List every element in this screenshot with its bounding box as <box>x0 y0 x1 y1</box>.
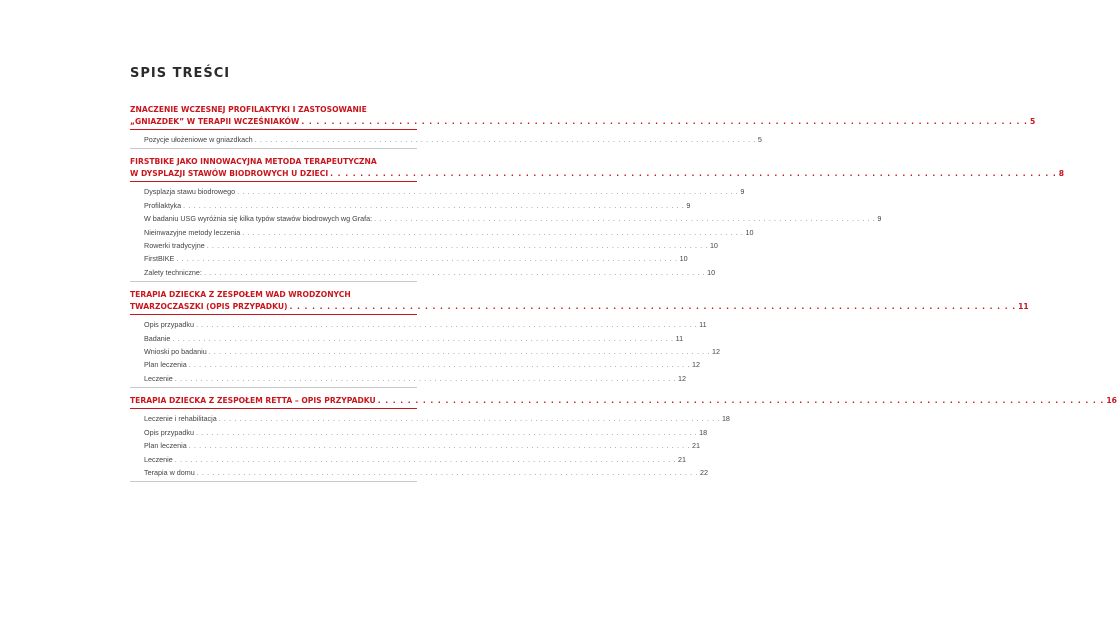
section-heading-text: „GNIAZDEK” W TERAPII WCZEŚNIAKÓW <box>130 117 300 126</box>
section-heading-text: ZNACZENIE WCZESNEJ PROFILAKTYKI I ZASTOSOWANIE <box>130 105 367 114</box>
dot-leader: . . . . . . . . . . . . . . . . . . . . . . . . . . . . . . . . . . . . . . . . . . . . . . . . . . . . . . . . . . . . . . . . . . . . . . . . . . . . . . . . . . . . . . . . . . . . . . . . . <box>188 441 690 451</box>
toc-entry[interactable] <box>130 226 754 239</box>
page-title: SPIS TREŚCI <box>130 66 231 81</box>
toc-entry-page-number: 10 <box>745 227 754 237</box>
toc-section <box>130 289 1029 388</box>
toc-entry[interactable] <box>130 372 686 385</box>
toc-entry-label: W badaniu USG wyróżnia się kilka typów stawów biodrowych wg Grafa: <box>144 214 373 224</box>
dot-leader: . . . . . . . . . . . . . . . . . . . . . . . . . . . . . . . . . . . . . . . . . . . . . . . . . . . . . . . . . . . . . . . . . . . . . . . . . . . . . . . . . . . . . . . . . . . . . . . . . <box>206 241 708 251</box>
section-page-number: 16 <box>1106 396 1117 406</box>
toc-entry-page-number: 10 <box>679 254 688 264</box>
toc-section <box>130 156 1065 282</box>
dot-leader: . . . . . . . . . . . . . . . . . . . . . . . . . . . . . . . . . . . . . . . . . . . . . . . . . . . . . . . . . . . . . . . . . . . . . . . . . . . . . . . . . . . . . . . . . . . . . . . . . <box>183 200 685 210</box>
toc-entry[interactable] <box>130 453 686 466</box>
toc-entry-page-number: 18 <box>721 414 730 424</box>
section-heading-text: TERAPIA DZIECKA Z ZESPOŁEM RETTA – OPIS PRZYPADKU <box>130 396 376 406</box>
dot-leader: . . . . . . . . . . . . . . . . . . . . . . . . . . . . . . . . . . . . . . . . . . . . . . . . . . . . . . . . . . . . . . . . . . . . . . . . . . . . . . . . . . . . . . . . . . . . . . . . . <box>203 267 706 277</box>
toc-entry-page-number: 9 <box>686 200 691 210</box>
dot-leader: . . . . . . . . . . . . . . . . . . . . . . . . . . . . . . . . . . . . . . . . . . . . . . . . . . . . . . . . . . . . . . . . . . . . . . . . . . . . . . . . . . . . . . . . . . . . . . . . . <box>289 302 1017 312</box>
toc-entry-label: Zalety techniczne: <box>144 267 202 277</box>
toc-entry-label: Dysplazja stawu biodrowego <box>144 187 236 197</box>
toc-entry[interactable] <box>130 332 684 345</box>
toc-entry-label: Leczenie <box>144 454 173 464</box>
section-heading-text: W DYSPLAZJI STAWÓW BIODROWYCH U DZIECI <box>130 169 329 179</box>
toc-entry[interactable] <box>130 266 716 279</box>
toc-entry-page-number: 12 <box>678 373 686 383</box>
toc-entry-label: Opis przypadku <box>144 320 194 330</box>
toc-entry-label: Terapia w domu <box>144 467 195 477</box>
dot-leader: . . . . . . . . . . . . . . . . . . . . . . . . . . . . . . . . . . . . . . . . . . . . . . . . . . . . . . . . . . . . . . . . . . . . . . . . . . . . . . . . . . . . . . . . . . . . . . . . . <box>176 254 678 264</box>
section-page-number: 11 <box>1018 302 1029 312</box>
section-heading[interactable] <box>130 289 1029 315</box>
toc-entry-page-number: 12 <box>711 347 720 357</box>
toc-entry[interactable] <box>130 318 707 331</box>
toc-entry[interactable] <box>130 426 708 439</box>
toc-section <box>130 395 1117 482</box>
dot-leader: . . . . . . . . . . . . . . . . . . . . . . . . . . . . . . . . . . . . . . . . . . . . . . . . . . . . . . . . . . . . . . . . . . . . . . . . . . . . . . . . . . . . . . . . . . . . . . . . . <box>188 360 690 370</box>
dot-leader: . . . . . . . . . . . . . . . . . . . . . . . . . . . . . . . . . . . . . . . . . . . . . . . . . . . . . . . . . . . . . . . . . . . . . . . . . . . . . . . . . . . . . . . . . . . . . . . . . <box>242 227 744 237</box>
toc-entry[interactable] <box>130 133 762 146</box>
toc-entry-page-number: 10 <box>707 267 716 277</box>
toc-entry-label: Profilaktyka <box>144 200 182 210</box>
section-heading[interactable] <box>130 156 1065 182</box>
toc-entry-page-number: 9 <box>740 187 745 197</box>
toc-entry-label: FirstBIKE <box>144 254 175 264</box>
toc-entry-label: Plan leczenia <box>144 360 187 370</box>
toc-entry-label: Leczenie <box>144 373 173 383</box>
toc-section <box>130 104 1036 149</box>
section-heading[interactable] <box>130 104 1036 130</box>
dot-leader: . . . . . . . . . . . . . . . . . . . . . . . . . . . . . . . . . . . . . . . . . . . . . . . . . . . . . . . . . . . . . . . . . . . . . . . . . . . . . . . . . . . . . . . . . . . . . . . . . <box>174 454 676 464</box>
dot-leader: . . . . . . . . . . . . . . . . . . . . . . . . . . . . . . . . . . . . . . . . . . . . . . . . . . . . . . . . . . . . . . . . . . . . . . . . . . . . . . . . . . . . . . . . . . . . . . . . . <box>237 187 739 197</box>
toc-entry-page-number: 12 <box>691 360 700 370</box>
toc-entry[interactable] <box>130 199 691 212</box>
dot-leader: . . . . . . . . . . . . . . . . . . . . . . . . . . . . . . . . . . . . . . . . . . . . . . . . . . . . . . . . . . . . . . . . . . . . . . . . . . . . . . . . . . . . . . . . . . . . . . . . . <box>374 214 876 224</box>
dot-leader: . . . . . . . . . . . . . . . . . . . . . . . . . . . . . . . . . . . . . . . . . . . . . . . . . . . . . . . . . . . . . . . . . . . . . . . . . . . . . . . . . . . . . . . . . . . . . . . . . <box>208 347 710 357</box>
dot-leader: . . . . . . . . . . . . . . . . . . . . . . . . . . . . . . . . . . . . . . . . . . . . . . . . . . . . . . . . . . . . . . . . . . . . . . . . . . . . . . . . . . . . . . . . . . . . . . . . . <box>301 117 1028 126</box>
dot-leader: . . . . . . . . . . . . . . . . . . . . . . . . . . . . . . . . . . . . . . . . . . . . . . . . . . . . . . . . . . . . . . . . . . . . . . . . . . . . . . . . . . . . . . . . . . . . . . . . . <box>330 169 1057 179</box>
toc-entry-page-number: 21 <box>678 454 686 464</box>
section-heading-text: FIRSTBIKE JAKO INNOWACYJNA METODA TERAPEUTYCZNA <box>130 157 377 167</box>
dot-leader: . . . . . . . . . . . . . . . . . . . . . . . . . . . . . . . . . . . . . . . . . . . . . . . . . . . . . . . . . . . . . . . . . . . . . . . . . . . . . . . . . . . . . . . . . . . . . . . . . <box>218 414 720 424</box>
section-page-number: 8 <box>1058 169 1065 179</box>
toc-entry-page-number: 9 <box>877 214 882 224</box>
toc-entry-page-number: 22 <box>699 467 708 477</box>
toc-entry-label: Badanie <box>144 333 171 343</box>
toc-entry[interactable] <box>130 466 708 479</box>
toc-entry-label: Opis przypadku <box>144 427 194 437</box>
toc-entry-page-number: 10 <box>709 241 718 251</box>
toc-entry[interactable] <box>130 358 700 371</box>
toc-entry-page-number: 11 <box>699 320 707 330</box>
dot-leader: . . . . . . . . . . . . . . . . . . . . . . . . . . . . . . . . . . . . . . . . . . . . . . . . . . . . . . . . . . . . . . . . . . . . . . . . . . . . . . . . . . . . . . . . . . . . . . . . . <box>195 320 698 330</box>
dot-leader: . . . . . . . . . . . . . . . . . . . . . . . . . . . . . . . . . . . . . . . . . . . . . . . . . . . . . . . . . . . . . . . . . . . . . . . . . . . . . . . . . . . . . . . . . . . . . . . . . <box>172 333 674 343</box>
dot-leader: . . . . . . . . . . . . . . . . . . . . . . . . . . . . . . . . . . . . . . . . . . . . . . . . . . . . . . . . . . . . . . . . . . . . . . . . . . . . . . . . . . . . . . . . . . . . . . . . . <box>196 467 698 477</box>
toc-entry[interactable] <box>130 252 688 265</box>
toc-entry-page-number: 11 <box>675 333 684 343</box>
table-of-contents <box>130 104 1117 489</box>
toc-entry-label: Wnioski po badaniu <box>144 347 207 357</box>
dot-leader: . . . . . . . . . . . . . . . . . . . . . . . . . . . . . . . . . . . . . . . . . . . . . . . . . . . . . . . . . . . . . . . . . . . . . . . . . . . . . . . . . . . . . . . . . . . . . . . . . <box>195 427 698 437</box>
toc-entry-label: Nieinwazyjne metody leczenia <box>144 227 241 237</box>
toc-entry[interactable] <box>130 212 882 225</box>
toc-entry-page-number: 18 <box>699 427 708 437</box>
dot-leader: . . . . . . . . . . . . . . . . . . . . . . . . . . . . . . . . . . . . . . . . . . . . . . . . . . . . . . . . . . . . . . . . . . . . . . . . . . . . . . . . . . . . . . . . . . . . . . . . . <box>174 373 676 383</box>
section-page-number: 5 <box>1029 117 1036 126</box>
dot-leader: . . . . . . . . . . . . . . . . . . . . . . . . . . . . . . . . . . . . . . . . . . . . . . . . . . . . . . . . . . . . . . . . . . . . . . . . . . . . . . . . . . . . . . . . . . . . . . . . . <box>377 396 1105 406</box>
section-heading-text: TWARZOCZASZKI (OPIS PRZYPADKU) <box>130 302 288 312</box>
section-heading-text: TERAPIA DZIECKA Z ZESPOŁEM WAD WRODZONYCH <box>130 290 351 300</box>
toc-entry-label: Pozycje ułożeniowe w gniazdkach <box>144 135 253 144</box>
toc-entry[interactable] <box>130 439 700 452</box>
toc-entry-label: Plan leczenia <box>144 441 187 451</box>
toc-entry-label: Rowerki tradycyjne <box>144 241 205 251</box>
section-heading[interactable] <box>130 395 1117 409</box>
toc-entry[interactable] <box>130 185 745 198</box>
toc-entry-label: Leczenie i rehabilitacja <box>144 414 217 424</box>
dot-leader: . . . . . . . . . . . . . . . . . . . . . . . . . . . . . . . . . . . . . . . . . . . . . . . . . . . . . . . . . . . . . . . . . . . . . . . . . . . . . . . . . . . . . . . . . . . . . . . . . <box>254 135 756 144</box>
toc-entry-page-number: 5 <box>757 135 762 144</box>
toc-entry-page-number: 21 <box>691 441 700 451</box>
toc-entry[interactable] <box>130 239 718 252</box>
toc-entry[interactable] <box>130 412 730 425</box>
toc-entry[interactable] <box>130 345 720 358</box>
